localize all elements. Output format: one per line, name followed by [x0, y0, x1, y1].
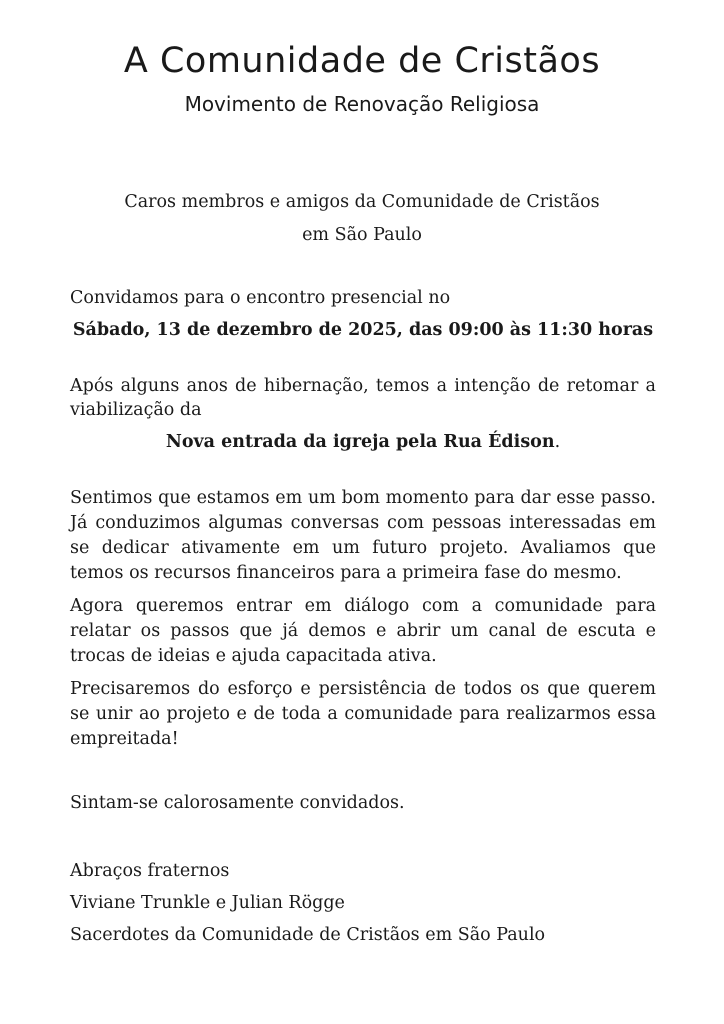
greeting-line-2: em São Paulo — [302, 225, 422, 245]
invitation-intro: Convidamos para o encontro presencial no — [70, 288, 451, 308]
greeting-line-1: Caros membros e amigos da Comunidade de Cristãos — [124, 192, 600, 212]
signature-closing: Abraços fraternos — [70, 861, 230, 881]
body-paragraph: Agora queremos entrar em diálogo com a comunidade para relatar os passos que já demos e abrir um canal de escuta e trocas de ideias e ajuda capacitada ativa. — [70, 596, 656, 666]
event-date-line: Sábado, 13 de dezembro de 2025, das 09:00 às 11:30 horas — [72, 320, 654, 340]
signature-role: Sacerdotes da Comunidade de Cristãos em São Paulo — [70, 925, 546, 945]
body-section — [70, 486, 656, 752]
page-subtitle: Movimento de Renovação Religiosa — [184, 92, 540, 116]
invitation-section — [70, 284, 656, 348]
body-paragraph: Sentimos que estamos em um bom momento para dar esse passo. Já conduzimos algumas conversas com pessoas interessadas em se dedicar ativamente em um futuro projeto. Avaliamos que temos os recursos financeiros para a primeira fase do mesmo. — [70, 488, 656, 583]
project-highlight: Nova entrada da igreja pela Rua Édison — [165, 432, 555, 452]
greeting — [0, 186, 724, 252]
project-highlight-suffix: . — [554, 432, 561, 452]
page-title: A Comunidade de Cristãos — [123, 41, 601, 81]
project-highlight-line — [70, 422, 656, 462]
body-paragraph: Precisaremos do esforço e persistência de todos os que querem se unir ao projeto e de toda a comunidade para realizarmos essa empreitada! — [70, 679, 656, 749]
signature-block — [70, 855, 656, 951]
project-intro: Após alguns anos de hibernação, temos a intenção de retomar a viabilização da — [70, 376, 656, 420]
closing-invite: Sintam-se calorosamente convidados. — [70, 793, 405, 813]
project-section — [70, 374, 656, 462]
signature-names: Viviane Trunkle e Julian Rögge — [70, 893, 345, 913]
